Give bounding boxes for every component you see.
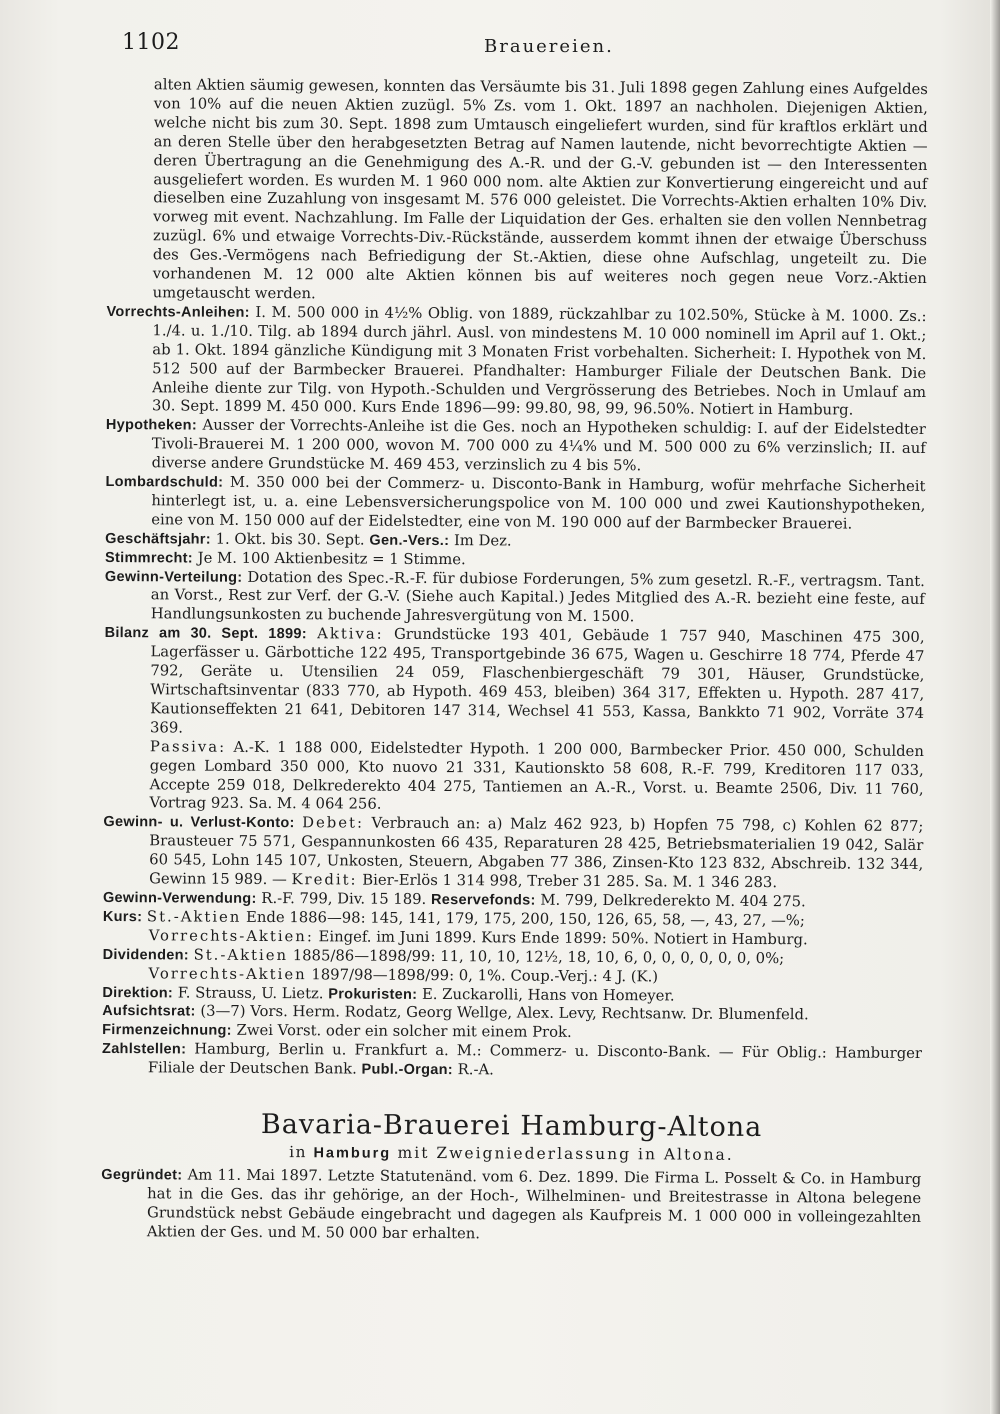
section-label: Debet: <box>302 814 365 832</box>
section-text: 1885/86—1898/99: 11, 10, 10, 12½, 18, 10, 6, 0, 0, 0, 0, 0, 0, 0%; <box>292 946 785 967</box>
section-heading: Gewinn-Verwendung: <box>102 889 257 907</box>
section-label: St.-Aktien <box>193 946 289 964</box>
company-subtitle-prefix: in <box>289 1143 308 1162</box>
section-text-secondary: R.-A. <box>457 1061 494 1079</box>
section-text: Hamburg, Berlin u. Frankfurt a. M.: Commerz- u. Disconto-Bank. — Für Oblig.: Hamburger Filiale der Deutschen Bank. <box>147 1040 923 1078</box>
section-heading: Dividenden: <box>102 946 189 964</box>
section-label: Passiva: <box>149 737 227 756</box>
section-text: Am 11. Mai 1897. Letzte Statutenänd. vom 6. Dez. 1899. Die Firma L. Posselt & Co. in Hamburg hat in die Ges. das ihr gehörige, an der Hoch-, Wilhelminen- und Breitestrasse in Altona belegene Grundstück nebst Gebäude eingebracht und dagegen als Kaufpreis M. 1 000 000 in volleingezahlten Aktien der Ges. und M. 50 000 bar erhalten. <box>146 1166 922 1242</box>
section-heading: Hypotheken: <box>105 417 198 434</box>
section-heading: Firmenzeichnung: <box>102 1022 232 1040</box>
section-text: I. M. 500 000 in 4½% Oblig. von 1889, rückzahlbar zu 102.50%, Stücke à M. 1000. Zs.: 1./4. u. 1./10. Tilg. ab 1894 durch jährl. Ausl. von mindestens M. 10 000 nominell im April auf 1. Okt.; ab 1. Okt. 1894 gänzliche Kündigung mit 3 Monaten Frist vorbehalten. Sicherheit: I. Hypothek von M. 512 500 auf der Barmbecker Brauerei. Pfandhalter: Hamburger Filiale der Deutschen Bank. Die Anleihe diente zur Tilg. von Hypoth.-Schulden und Vergrösserung des Betriebes. Noch in Umlauf am 30. Sept. 1899 M. 450 000. Kurs Ende 1896—99: 99.80, 98, 99, 96.50%. Notiert in Hamburg. <box>151 303 927 419</box>
running-head: Brauereien. <box>484 36 614 57</box>
section-text: Dotation des Spec.-R.-F. für dubiose Forderungen, 5% zum gesetzl. R.-F., vertragsm. Tant. an Vorst., Rest zur Verf. der G.-V. (Siehe auch Kapital.) Jedes Mitglied des A.-R. bezieht eine feste, auf Handlungsunkosten zu buchende Jahresvergütung von M. 1500. <box>150 568 925 626</box>
section-text: Ende 1886—98: 145, 141, 179, 175, 200, 150, 126, 65, 58, —, 43, 27, —%; <box>246 908 805 930</box>
section-lombardschuld <box>105 473 925 535</box>
company-subtitle-city: Hamburg <box>313 1145 392 1162</box>
section-heading-secondary: Gen.-Vers.: <box>369 532 450 549</box>
section-text: Eingef. im Juni 1899. Kurs Ende 1899: 50%. Notiert in Hamburg. <box>318 928 808 949</box>
section-heading: Stimmrecht: <box>105 549 194 567</box>
section-gewinn-verteilung <box>105 568 925 630</box>
section-label: Vorrechts-Aktien <box>148 964 307 983</box>
section-text: A.-K. 1 188 000, Eidelstedter Hypoth. 1 200 000, Barmbecker Prior. 450 000, Schulden gegen Lombard 350 000, Kto nuovo 21 331, Kautionskto 58 608, R.-F. 799, Kreditoren 117 033, Accepte 259 018, Delkrederekto 404 275, Tantiemen an A.-R., Vorst. u. Beamte 2506, Div. 11 760, Vortrag 923. Sa. M. 4 064 256. <box>149 738 924 814</box>
section-text: Verbrauch an: a) Malz 462 923, b) Hopfen 75 798, c) Kohlen 62 877; Brausteuer 75 571, Gespannunkosten 66 435, Reparaturen 28 425, Betriebsmaterialien 19 042, Salär 60 545, Lohn 145 107, Unkosten, Steuern, Abgaben 77 386, Zinsen-Kto 123 832, Abschreib. 132 344, Gewinn 15 989. — <box>149 814 924 889</box>
continuation-paragraph: alten Aktien säumig gewesen, konnten das Versäumte bis 31. Juli 1898 gegen Zahlung eines Aufgeldes von 10% auf die neuen Aktien zuzügl. 5% Zs. vom 1. Okt. 1897 an nachholen. Diejenigen Aktien, welche nicht bis zum 30. Sept. 1898 zum Umtausch eingeliefert wurden, sind für kraftlos erklärt und an deren Stelle über den herabgesetzten Betrag auf Namen lautende, nicht bevorrechtigte Aktien — deren Übertragung an die Genehmigung des A.-R. und der G.-V. gebunden ist — den Interessenten ausgeliefert worden. Es wurden M. 1 960 000 nom. alte Aktien zur Konvertierung eingereicht und auf dieselben eine Zuzahlung von insgesamt M. 576 000 geleistet. Die Vorrechts-Aktien erhalten 10% Div. vorweg mit event. Nachzahlung. Im Falle der Liquidation der Ges. erhalten sie den vollen Nennbetrag zuzügl. 6% und etwaige Vorrechts-Div.-Rückstände, ausserdem kommt ihnen der etwaige Überschuss des Ges.-Vermögens nach Befriedigung der St.-Aktien, diese ohne Aufschlag, ungeteilt zu. Die vorhandenen M. 12 000 alte Aktien können bis auf weiteres noch gegen neue Vorz.-Aktien umgetauscht werden. <box>152 76 928 303</box>
section-heading: Direktion: <box>102 984 174 1001</box>
section-gewinn-verlust-konto <box>103 813 923 894</box>
section-label: Vorrechts-Aktien: <box>148 927 314 946</box>
section-label-secondary: Kredit: <box>291 871 358 889</box>
section-heading: Vorrechts-Anleihen: <box>106 303 250 321</box>
section-heading: Gegründet: <box>101 1166 183 1184</box>
section-text: Zwei Vorst. oder ein solcher mit einem Prok. <box>236 1022 572 1042</box>
section-heading: Geschäftsjahr: <box>105 530 211 548</box>
section-zahlstellen <box>102 1040 922 1083</box>
section-label: St.-Aktien <box>146 908 242 926</box>
section-hypotheken <box>106 416 926 478</box>
section-text: M. 350 000 bei der Commerz- u. Disconto-Bank in Hamburg, wofür mehrfache Sicherheit hinterlegt ist, u. a. eine Lebensversicherungspolice von M. 100 000 und zwei Kautionshypotheken, eine von M. 150 000 auf der Eidelstedter, eine von M. 190 000 auf der Barmbecker Brauerei. <box>151 473 926 533</box>
section-bilanz-aktiva <box>104 624 925 742</box>
section-text: Grundstücke 193 401, Gebäude 1 757 940, Maschinen 475 300, Lagerfässer u. Gärbottiche 122 495, Transportgebinde 36 675, Wagen u. Geschirre 18 774, Pferde 47 792, Geräte u. Utensilien 24 059, Flaschenbiergeschäft 79 301, Häuser, Grundstücke, Wirtschaftsinventar (833 770, ab Hypoth. 469 453, bleiben) 364 317, Effekten u. Hypoth. 287 417, Kautionseffekten 21 641, Debitoren 147 314, Wechsel 41 553, Kassa, Bankkto 71 902, Vorräte 374 369. <box>149 626 925 737</box>
section-text: Je M. 100 Aktienbesitz = 1 Stimme. <box>197 549 466 568</box>
section-vorrechts-anleihen <box>106 303 927 421</box>
page-body <box>101 76 928 1247</box>
section-label: Aktiva: <box>317 625 384 643</box>
section-text: R.-F. 799, Div. 15 189. <box>261 889 427 908</box>
section-text: 1. Okt. bis 30. Sept. <box>215 530 365 549</box>
section-text-secondary: Im Dez. <box>453 531 512 550</box>
section-heading-secondary: Publ.-Organ: <box>361 1061 453 1079</box>
section-heading-secondary: Reservefonds: <box>430 891 536 909</box>
section-heading: Gewinn-Verteilung: <box>104 568 243 586</box>
section-heading: Aufsichtsrat: <box>102 1003 196 1020</box>
section-text-secondary: M. 799, Delkrederekto M. 404 275. <box>540 891 806 911</box>
section-heading-secondary: Prokuristen: <box>328 985 418 1003</box>
company-title: Bavaria-Brauerei Hamburg-Altona <box>260 1108 763 1144</box>
section-heading: Bilanz am 30. Sept. 1899: <box>104 625 307 643</box>
section-gegruendet <box>101 1166 921 1247</box>
page-spine-shadow <box>990 0 1000 1414</box>
section-text: 1897/98—1898/99: 0, 1%. Coup.-Verj.: 4 J. (K.) <box>311 965 659 985</box>
section-heading: Zahlstellen: <box>102 1041 187 1058</box>
section-heading: Lombardschuld: <box>105 474 224 491</box>
section-text-secondary: E. Zuckarolli, Hans von Homeyer. <box>421 985 675 1004</box>
section-bilanz-passiva <box>103 738 923 819</box>
section-heading: Gewinn- u. Verlust-Konto: <box>103 814 295 832</box>
page-number: 1102 <box>122 30 180 55</box>
section-heading: Kurs: <box>102 908 143 926</box>
company-subtitle <box>101 1142 921 1167</box>
section-text-secondary: Bier-Erlös 1 314 998, Treber 31 285. Sa. M. 1 346 283. <box>362 871 778 892</box>
company-subtitle-suffix: mit Zweigniederlassung in Altona. <box>397 1143 734 1164</box>
section-text: Ausser der Vorrechts-Anleihe ist die Ges. noch an Hypotheken schuldig: I. auf der Eidelstedter Tivoli-Brauerei M. 1 200 000, wovon M. 700 000 zu 4¼% und M. 500 000 zu 6% verzinslich; II. auf diverse andere Grundstücke M. 469 453, verzinslich zu 4 bis 5%. <box>151 416 926 475</box>
section-text: F. Strauss, U. Lietz. <box>177 983 324 1002</box>
section-text: (3—7) Vors. Herm. Rodatz, Georg Wellge, Alex. Levy, Rechtsanw. Dr. Blumenfeld. <box>200 1002 809 1024</box>
